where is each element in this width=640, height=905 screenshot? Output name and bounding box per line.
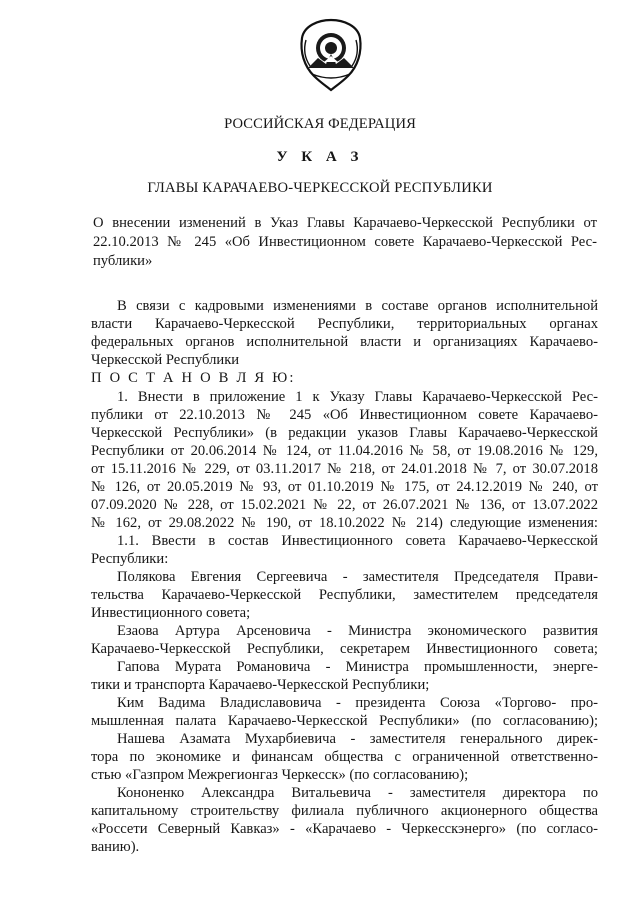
member-entry-line: Ким Вадима Владиславовича - президента Союза «Торгово- про- [117,695,598,711]
member-entry-line: капитальному строительству филиала публичного акционерного общества [91,803,598,819]
member-entry-line: Гапова Мурата Романовича - Министра промышленности, энерге- [117,659,598,675]
member-entry-line: «Россети Северный Кавказ» - «Карачаево - Черкесскэнерго» (по согласо- [91,821,598,837]
item-1-line: № 126, от 20.05.2019 № 93, от 01.10.2019 № 175, от 24.12.2019 № 240, от [91,479,598,495]
document-type-title: У К А З [276,149,364,165]
member-entry-line: Нашева Азамата Мухарбиевича - заместителя генерального дирек- [117,731,598,747]
item-1-line: Черкесской Республики» (в редакции указов Главы Карачаево-Черкесской [91,425,598,441]
item-1-line: 07.09.2020 № 228, от 15.02.2021 № 22, от 26.07.2021 № 136, от 13.07.2022 [91,497,598,513]
member-entry-line: ванию). [91,839,140,855]
item-1-1-line: 1.1. Ввести в состав Инвестиционного совета Карачаево-Черкесской [117,533,598,549]
country-title: РОССИЙСКАЯ ФЕДЕРАЦИЯ [224,116,416,132]
member-entry-line: Карачаево-Черкесской Республики, секретарем Инвестиционного совета; [91,641,598,657]
member-entry-line: Полякова Евгения Сергеевича - заместителя Председателя Прави- [117,569,598,585]
member-entry-line: тики и транспорта Карачаево-Черкесской Республики; [91,677,430,693]
item-1-line: № 162, от 29.08.2022 № 190, от 18.10.2022 № 214) следующие изменения: [91,515,598,531]
subject-line: публики» [93,253,153,269]
subject-line: 22.10.2013 № 245 «Об Инвестиционном совете Карачаево-Черкесской Рес- [93,234,597,250]
preamble-line: Черкесской Республики [91,352,240,368]
item-1-line: Республики от 20.06.2014 № 124, от 11.04.2016 № 58, от 19.08.2016 № 129, [91,443,598,459]
member-entry-line: стью «Газпром Межрегионгаз Черкесск» (по согласованию); [91,767,469,783]
member-entry-line: тельства Карачаево-Черкесской Республики, заместителем председателя [91,587,598,603]
member-entry-line: тора по экономике и финансам общества с ограниченной ответственно- [91,749,598,765]
coat-of-arms-emblem [296,18,366,92]
item-1-line: 1. Внести в приложение 1 к Указу Главы Карачаево-Черкесской Рес- [117,389,598,405]
subject-line: О внесении изменений в Указ Главы Карачаево-Черкесской Республики от [93,215,597,231]
item-1-line: от 15.11.2016 № 229, от 03.11.2017 № 218, от 24.01.2018 № 7, от 30.07.2018 [91,461,598,477]
item-1-line: публики от 22.10.2013 № 245 «Об Инвестиционном совете Карачаево- [91,407,598,423]
preamble-line: власти Карачаево-Черкесской Республики, территориальных органах [91,316,598,332]
member-entry-line: Езаова Артура Арсеновича - Министра экономического развития [117,623,598,639]
item-1-1-line: Республики: [91,551,169,567]
decree-word: П О С Т А Н О В Л Я Ю: [91,370,296,386]
member-entry-line: Инвестиционного совета; [91,605,251,621]
issuing-authority-title: ГЛАВЫ КАРАЧАЕВО-ЧЕРКЕССКОЙ РЕСПУБЛИКИ [147,180,493,196]
member-entry-line: мышленная палата Карачаево-Черкесской Республики» (по согласованию); [91,713,598,729]
preamble-line: В связи с кадровыми изменениями в составе органов исполнительной [117,298,598,314]
preamble-line: федеральных органов исполнительной власти и организациях Карачаево- [91,334,598,350]
member-entry-line: Кононенко Александра Витальевича - заместителя директора по [117,785,598,801]
